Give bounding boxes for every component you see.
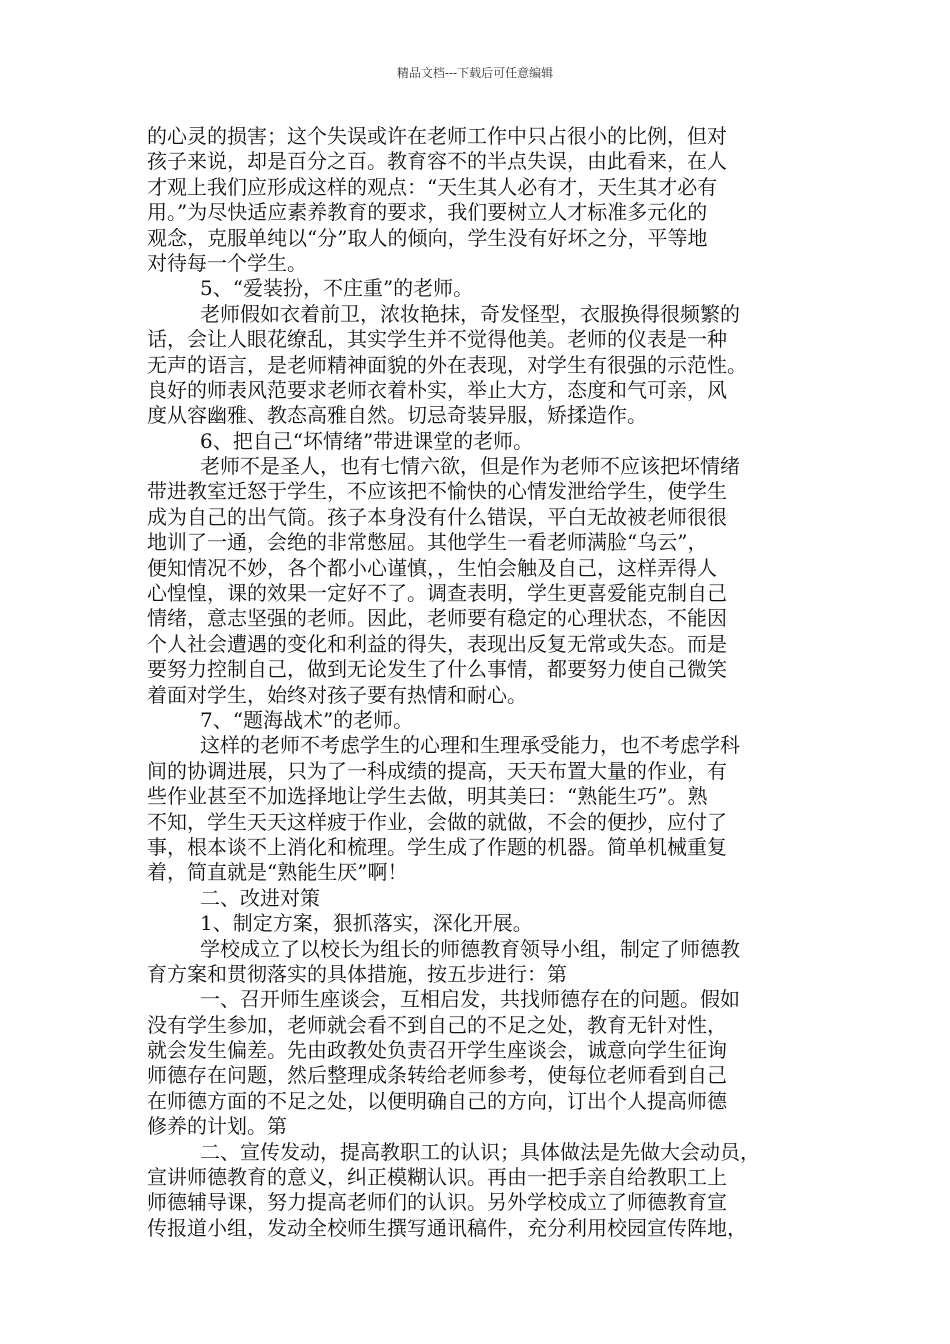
text-line: 师德辅导课，努力提高老师们的认识。另外学校成立了师德教育宣 (147, 1190, 727, 1215)
text-line: 不知，学生天天这样疲于作业，会做的就做，不会的便抄，应付了 (147, 809, 727, 834)
text-line: 个人社会遭遇的变化和利益的得失，表现出反复无常或失态。而是 (147, 631, 727, 656)
text-line: 才观上我们应形成这样的观点：“天生其人必有才，天生其才必有 (147, 174, 718, 199)
text-line: 宣讲师德教育的意义，纠正模糊认识。再由一把手亲自给教职工上 (147, 1165, 727, 1190)
text-line: 着面对学生，始终对孩子要有热情和耐心。 (147, 682, 527, 707)
text-line: 情绪，意志坚强的老师。因此，老师要有稳定的心理状态，不能因 (147, 606, 727, 631)
text-line: 间的协调进展，只为了一科成绩的提高，天天布置大量的作业，有 (147, 758, 727, 783)
text-line: 对待每一个学生。 (147, 250, 307, 275)
text-line: 便知情况不妙，各个都小心谨慎，，生怕会触及自己，这样弄得人 (147, 555, 717, 580)
text-line: 这样的老师不考虑学生的心理和生理承受能力，也不考虑学科 (200, 733, 740, 758)
text-line: 无声的语言，是老师精神面貌的外在表现，对学生有很强的示范性。 (147, 352, 747, 377)
text-line: 育方案和贯彻落实的具体措施，按五步进行：第 (147, 961, 567, 986)
text-line: 老师不是圣人，也有七情六欲，但是作为老师不应该把坏情绪 (200, 454, 740, 479)
text-line: 用。”为尽快适应素养教育的要求，我们要树立人才标准多元化的 (147, 200, 708, 225)
text-line: 传报道小组，发动全校师生撰写通讯稿件，充分利用校园宣传阵地， (147, 1215, 747, 1240)
text-line: 话，会让人眼花缭乱，其实学生并不觉得他美。老师的仪表是一种 (147, 327, 727, 352)
text-line: 的心灵的损害；这个失误或许在老师工作中只占很小的比例，但对 (147, 124, 727, 148)
text-line: 就会发生偏差。先由政教处负责召开学生座谈会，诚意向学生征询 (147, 1038, 727, 1063)
text-line: 二、改进对策 (200, 885, 320, 910)
text-line: 6、把自己“坏情绪”带进课堂的老师。 (200, 428, 534, 453)
document-body (147, 124, 817, 1241)
page-header: 精品文档---下载后可任意编辑 (396, 66, 554, 80)
text-line: 老师假如衣着前卫，浓妆艳抹，奇发怪型，衣服换得很频繁的 (200, 301, 740, 326)
text-line: 地训了一通，会绝的非常憋屈。其他学生一看老师满脸“乌云”， (147, 530, 708, 555)
text-line: 要努力控制自己，做到无论发生了什么事情，都要努力使自己微笑 (147, 657, 727, 682)
text-line: 师德存在问题，然后整理成条转给老师参考，使每位老师看到自己 (147, 1063, 727, 1088)
text-line: 1、制定方案，狠抓落实，深化开展。 (200, 911, 533, 936)
text-line: 孩子来说，却是百分之百。教育容不的半点失误，由此看来，在人 (147, 149, 727, 174)
text-line: 7、“题海战术”的老师。 (200, 707, 414, 732)
text-line: 5、“爱装扮，不庄重”的老师。 (200, 276, 474, 301)
text-line: 在师德方面的不足之处，以便明确自己的方向，订出个人提高师德 (147, 1088, 727, 1113)
text-line: 良好的师表风范要求老师衣着朴实，举止大方，态度和气可亲，风 (147, 377, 727, 402)
text-line: 二、宣传发动，提高教职工的认识；具体做法是先做大会动员， (200, 1139, 760, 1164)
text-line: 事，根本谈不上消化和梳理。学生成了作题的机器。简单机械重复 (147, 834, 727, 859)
text-line: 心惶惶，课的效果一定好不了。调查表明，学生更喜爱能克制自己 (147, 581, 727, 606)
text-line: 学校成立了以校长为组长的师德教育领导小组，制定了师德教 (200, 936, 740, 961)
text-line: 观念，克服单纯以“分”取人的倾向，学生没有好坏之分，平等地 (147, 225, 708, 250)
text-line: 成为自己的出气筒。孩子本身没有什么错误，平白无故被老师很很 (147, 504, 727, 529)
text-line: 些作业甚至不加选择地让学生去做，明其美曰：“熟能生巧”。熟 (147, 784, 708, 809)
text-line: 带进教室迁怒于学生，不应该把不愉快的心情发泄给学生，使学生 (147, 479, 727, 504)
text-line: 修养的计划。第 (147, 1114, 287, 1139)
text-line: 一、召开师生座谈会，互相启发，共找师德存在的问题。假如 (200, 987, 740, 1012)
text-line: 着，简直就是“熟能生厌”啊！ (147, 860, 408, 885)
text-line: 没有学生参加，老师就会看不到自己的不足之处，教育无针对性， (147, 1012, 727, 1037)
text-line: 度从容幽雅、教态高雅自然。切忌奇装异服，矫揉造作。 (147, 403, 647, 428)
